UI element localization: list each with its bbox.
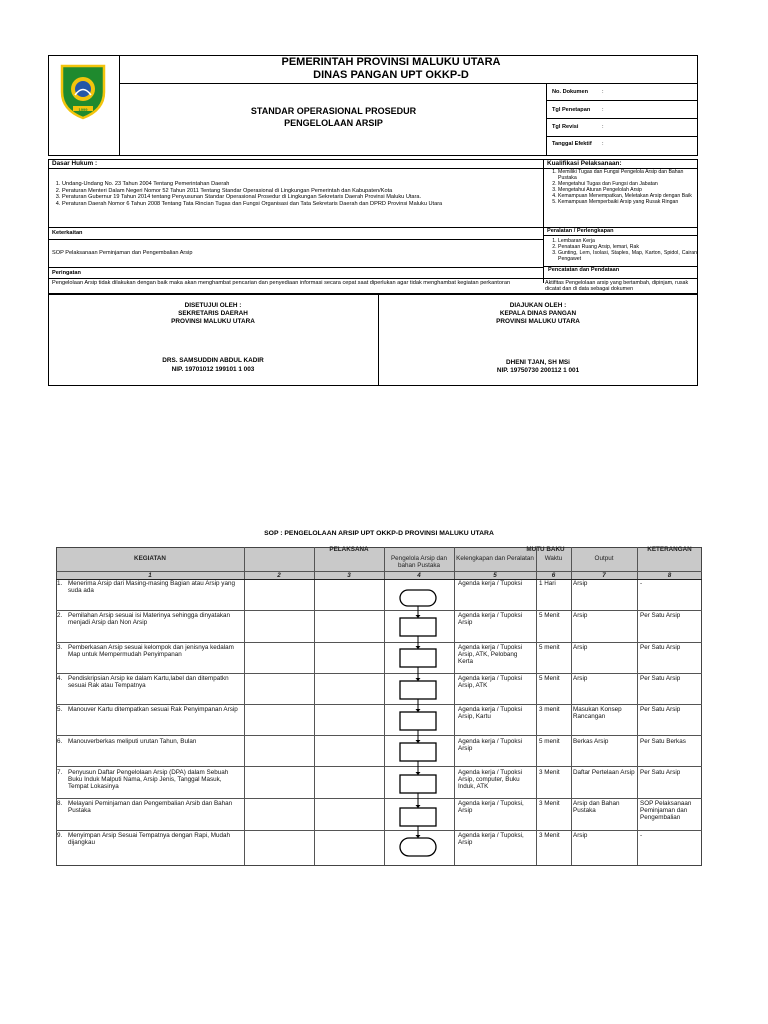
header-mutu-baku: MUTU BAKU bbox=[526, 546, 565, 553]
col-num: 6 bbox=[551, 572, 556, 579]
row-kegiatan: Menyimpan Arsip Sesuai Tempatnya dengan Rapi, Mudah dijangkau bbox=[68, 832, 230, 847]
row-keterangan: - bbox=[640, 580, 643, 587]
row-kelengkapan: Agenda kerja / Tupoksi Arsip bbox=[458, 612, 523, 627]
peralatan-item: 3. Gunting, Lem, Isolasi, Staples, Map, Karton, Spidol, Cairan Pengawet bbox=[558, 251, 697, 263]
sop-title-line2: PENGELOLAAN ARSIP bbox=[284, 118, 383, 128]
col-num: 2 bbox=[277, 572, 281, 579]
pencatatan-title: Pencatatan dan Pendataan bbox=[548, 267, 620, 273]
row-no: 9. bbox=[57, 832, 63, 839]
row-kegiatan: Penyusun Daftar Pengelolaan Arsip (DPA) dalam Sebuah Buku Induk Malputi Nama, Arsip Jenis, Tanggal Masuk, Tempat Lokasinya bbox=[68, 769, 229, 791]
row-waktu: 5 Menit bbox=[539, 675, 560, 682]
flow-process-box bbox=[400, 681, 436, 699]
col-num: 1 bbox=[148, 572, 152, 579]
flow-process-box bbox=[400, 712, 436, 730]
row-kegiatan: Melayani Peminjaman dan Pengembalian Arsib dan Bahan Pustaka bbox=[68, 800, 233, 815]
row-divider bbox=[56, 798, 702, 799]
row-keterangan: Per Satu Arsip bbox=[640, 675, 681, 682]
row-no: 6. bbox=[57, 738, 63, 745]
row-keterangan: - bbox=[640, 832, 643, 839]
row-keterangan: Per Satu Berkas bbox=[640, 738, 686, 745]
row-output: Arsip bbox=[573, 832, 588, 839]
flow-end-terminator bbox=[400, 838, 436, 856]
row-waktu: 3 Menit bbox=[539, 769, 560, 776]
row-no: 1. bbox=[57, 580, 63, 587]
col-num: 8 bbox=[667, 572, 672, 579]
row-output: Arsip bbox=[573, 675, 588, 682]
row-waktu: 5 Menit bbox=[539, 612, 560, 619]
logo-year: 1999 bbox=[78, 107, 88, 112]
flowchart bbox=[384, 580, 454, 866]
flow-process-box bbox=[400, 618, 436, 636]
row-output: Masukan Konsep Rancangan bbox=[573, 706, 622, 721]
peringatan-text: Pengelolaan Arsip tidak dilakukan dengan baik maka akan menghambat pencarian dan penyediaan informasi secara cepat saat diperlukan agar tidak menghambat kegiatan perkantoran bbox=[52, 280, 511, 286]
approved-by-name: DRS. SAMSUDDIN ABDUL KADIR bbox=[162, 357, 264, 364]
grid-col-divider bbox=[454, 547, 455, 865]
flow-start-terminator bbox=[400, 590, 436, 606]
flow-process-box bbox=[400, 649, 436, 667]
kualifikasi-item: 2. Mengetahui Tugas dan Fungsi dan Jabatan bbox=[558, 182, 697, 188]
dasar-hukum-list bbox=[52, 181, 540, 207]
dasar-hukum-title: Dasar Hukum : bbox=[52, 160, 98, 167]
org-title-line1: PEMERINTAH PROVINSI MALUKU UTARA bbox=[281, 56, 501, 68]
row-kegiatan: Menerima Arsip dari Masing-masing Bagian atau Arsip yang suda ada bbox=[68, 580, 235, 595]
kualifikasi-item: 4. Kemampuan Menempatkan, Meletakan Arsip dengan Baik bbox=[558, 194, 697, 200]
meta-label-tgl-penetapan: Tgl Penetapan bbox=[552, 107, 591, 113]
row-kegiatan: Pemberkasan Arsip sesuai kelompok dan jenisnya kedalam Map untuk Mempermudah Penyimpanan bbox=[68, 644, 234, 659]
row-no: 4. bbox=[57, 675, 63, 682]
row-divider bbox=[56, 642, 702, 643]
row-kelengkapan: Agenda kerja / Tupoksi Arsip bbox=[458, 738, 523, 753]
row-keterangan: Per Satu Arsip bbox=[640, 612, 681, 619]
row-kegiatan: Pemilahan Arsip sesuai isi Materinya sehingga dinyatakan menjadi Arsip dan Non Arsip bbox=[68, 612, 231, 627]
col-num: 7 bbox=[602, 572, 606, 579]
submitted-by-province: PROVINSI MALUKU UTARA bbox=[496, 318, 580, 325]
meta-label-tgl-revisi: Tgl Revisi bbox=[552, 124, 579, 130]
header-kegiatan: KEGIATAN bbox=[134, 555, 166, 562]
row-no: 7. bbox=[57, 769, 63, 776]
row-kelengkapan: Agenda kerja / Tupoksi Arsip, ATK, Pelobang Kerta bbox=[458, 644, 523, 666]
approved-by-province: PROVINSI MALUKU UTARA bbox=[171, 318, 255, 325]
row-divider bbox=[56, 673, 702, 674]
row-divider bbox=[56, 766, 702, 767]
approved-by-label: DISETUJUI OLEH : bbox=[184, 302, 242, 309]
flow-process-box bbox=[400, 775, 436, 793]
row-keterangan: SOP Pelaksanaan Peminjaman dan Pengembalian bbox=[640, 800, 692, 822]
row-waktu: 3 menit bbox=[539, 706, 560, 713]
row-output: Arsip bbox=[573, 612, 588, 619]
row-waktu: 5 menit bbox=[539, 738, 560, 745]
peralatan-title: Peralatan / Perlengkapan bbox=[547, 228, 614, 234]
flow-process-box bbox=[400, 743, 436, 761]
grid-col-divider bbox=[637, 547, 638, 865]
row-kegiatan: Manouver Kartu ditempatkan sesuai Rak Penyimpanan Arsip bbox=[68, 706, 238, 713]
col-num: 5 bbox=[493, 572, 497, 579]
row-no: 8. bbox=[57, 800, 63, 807]
row-kelengkapan: Agenda kerja / Tupoksi, Arsip bbox=[458, 832, 524, 847]
meta-sep: : bbox=[602, 89, 604, 95]
row-output: Arsip bbox=[573, 580, 588, 587]
row-keterangan: Per Satu Arsip bbox=[640, 769, 681, 776]
row-no: 2. bbox=[57, 612, 63, 619]
row-kelengkapan: Agenda kerja / Tupoksi, Arsip bbox=[458, 800, 524, 815]
row-kelengkapan: Agenda kerja / Tupoksi Arsip, Kartu bbox=[458, 706, 523, 721]
header-kelengkapan: Kelengkapan dan Peralatan bbox=[456, 555, 534, 562]
row-output: Berkas Arsip bbox=[573, 738, 609, 745]
row-no: 3. bbox=[57, 644, 63, 651]
law-item: 2. Peraturan Menteri Dalam Negeri Nomor 52 Tahun 2011 Tentang Standar Operasional di Lingkungan Pemerintah dan Kabupaten/Kota bbox=[62, 188, 540, 195]
peralatan-list bbox=[547, 239, 697, 263]
grid-col-divider bbox=[571, 547, 572, 865]
meta-sep: : bbox=[602, 124, 604, 130]
keterkaitan-text: SOP Pelaksanaan Peminjaman dan Pengembalian Arsip bbox=[52, 250, 193, 256]
approved-by-position: SEKRETARIS DAERAH bbox=[178, 310, 248, 317]
row-kelengkapan: Agenda kerja / Tupoksi Arsip, computer, Buku Induk, ATK bbox=[458, 769, 523, 791]
row-divider bbox=[56, 610, 702, 611]
row-no: 5. bbox=[57, 706, 63, 713]
info-divider-vertical bbox=[543, 159, 544, 283]
flow-process-box bbox=[400, 808, 436, 826]
sop-title-line1: STANDAR OPERASIONAL PROSEDUR bbox=[250, 106, 417, 116]
law-item: 4. Peraturan Daerah Nomor 6 Tahun 2008 Tentang Tata Rincian Tugas dan Fungsi Organisasi dan Tata Sekretaris Daerah dan DPRD Provinsi Maluku Utara bbox=[62, 201, 540, 208]
col-num: 4 bbox=[417, 572, 421, 579]
row-kelengkapan: Agenda kerja / Tupoksi Arsip, ATK bbox=[458, 675, 523, 690]
kualifikasi-title: Kualifikasi Pelaksanaan: bbox=[547, 160, 622, 167]
peringatan-title: Peringatan bbox=[52, 270, 81, 276]
row-divider bbox=[56, 735, 702, 736]
row-keterangan: Per Satu Arsip bbox=[640, 644, 681, 651]
row-divider bbox=[56, 704, 702, 705]
grid-col-divider bbox=[244, 547, 245, 865]
kualifikasi-item: 1. Memiliki Tugas dan Fungsi Pengelola Arsip dan Bahan Pustaka bbox=[558, 170, 697, 182]
pencatatan-text: Aktifitas Pengelolaan arsip yang bertambah, dipinjam, rusak dicatat dan di data sebagai dokumen bbox=[545, 280, 689, 293]
row-kegiatan: Pendiskripsian Arsip ke dalam Kartu,label dan ditempatkn sesuai Rak atau Tempatnya bbox=[68, 675, 229, 690]
meta-sep: : bbox=[602, 141, 604, 147]
approved-by-nip: NIP. 19701012 199101 1 003 bbox=[171, 366, 255, 373]
submitted-by-name: DHENI TJAN, SH MSi bbox=[506, 359, 570, 366]
keterkaitan-title: Keterkaitan bbox=[52, 230, 83, 236]
row-waktu: 1 Hari bbox=[539, 580, 556, 587]
row-waktu: 3 Menit bbox=[539, 832, 560, 839]
peralatan-item: 1. Lembaran Kerja bbox=[558, 239, 697, 245]
submitted-by-position: KEPALA DINAS PANGAN bbox=[499, 310, 577, 317]
row-waktu: 3 Menit bbox=[539, 800, 560, 807]
org-title-line2: DINAS PANGAN UPT OKKP-D bbox=[313, 69, 469, 81]
submitted-by-nip: NIP. 19750730 200112 1 001 bbox=[496, 367, 580, 374]
peralatan-item: 2. Penataan Ruang Arsip, lemari, Rak bbox=[558, 245, 697, 251]
submitted-by-label: DIAJUKAN OLEH : bbox=[509, 302, 567, 309]
dasar-hukum-header-line bbox=[48, 159, 543, 169]
kualifikasi-item: 5. Kemampuan Memperbaiki Arsip yang Rusak Ringan bbox=[558, 200, 697, 206]
kualifikasi-list bbox=[547, 170, 697, 205]
grid-col-divider bbox=[536, 547, 537, 865]
law-item: 3. Peraturan Gubernur 19 Tahun 2014 tentang Penyusunan Standar Operasional Prosedur di Lingkungan Sekretaris Daerah Provinsi Maluku Utara. bbox=[62, 194, 540, 201]
row-divider bbox=[56, 830, 702, 831]
grid-col-divider bbox=[314, 547, 315, 865]
meta-sep: : bbox=[602, 107, 604, 113]
kualifikasi-item: 3. Mengetahui Aturan Pengelolah Arsip bbox=[558, 188, 697, 194]
sop-table-title: SOP : PENGELOLAAN ARSIP UPT OKKP-D PROVINSI MALUKU UTARA bbox=[264, 530, 494, 537]
row-waktu: 5 menit bbox=[539, 644, 560, 651]
row-kelengkapan: Agenda kerja / Tupoksi bbox=[458, 580, 523, 587]
header-output: Output bbox=[594, 555, 614, 562]
row-kegiatan: Manouverberkas meliputi urutan Tahun, Bulan bbox=[68, 738, 197, 745]
meta-label-tanggal-efektif: Tanggal Efektif bbox=[552, 141, 592, 147]
header-pengelola: Pengelola Arsip dan bahan Pustaka bbox=[390, 555, 447, 570]
col-num: 3 bbox=[347, 572, 351, 579]
keterkaitan-header bbox=[48, 227, 543, 240]
header-pelaksana: PELAKSANA bbox=[329, 546, 369, 553]
row-output: Arsip dan Bahan Pustaka bbox=[573, 800, 620, 815]
header-keterangan: KETERANGAN bbox=[647, 546, 692, 553]
header-waktu: Waktu bbox=[544, 555, 563, 562]
row-keterangan: Per Satu Arsip bbox=[640, 706, 681, 713]
meta-label-no-dokumen: No. Dokumen bbox=[552, 89, 589, 95]
row-output: Daftar Pertelaan Arsip bbox=[573, 769, 635, 776]
peringatan-header bbox=[48, 267, 543, 279]
row-output: Arsip bbox=[573, 644, 588, 651]
law-item: 1. Undang-Undang No. 23 Tahun 2004 Tentang Pemerintahan Daerah bbox=[62, 181, 540, 188]
